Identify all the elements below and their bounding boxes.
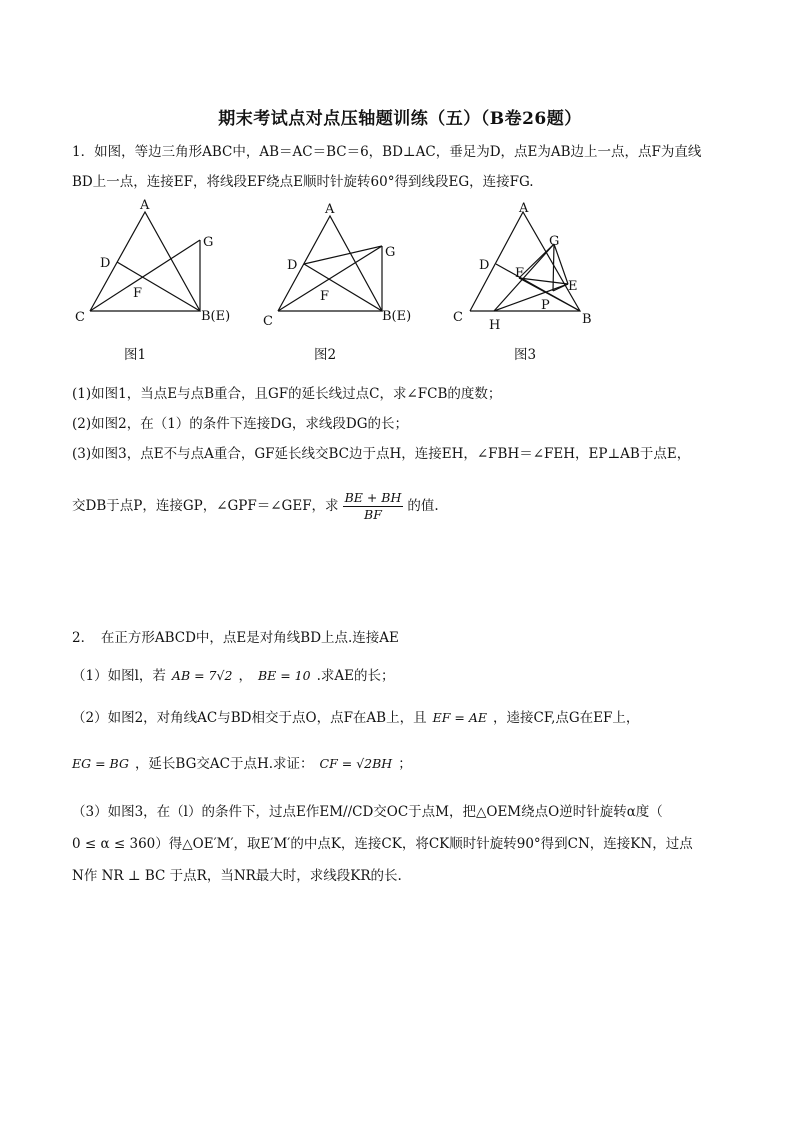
fig3-label-f: F (515, 266, 525, 281)
fig2-label-d: D (287, 258, 298, 273)
fig3-label-d: D (479, 258, 490, 273)
q2-part3-line2: 0 ≤ α ≤ 360）得△OE′M′，取E′M′的中点K，连接CK，将CK顺时针旋转90°得到CN，连接KN，过点 (72, 836, 693, 852)
q2-part1-post: .求AE的长； (316, 668, 395, 684)
q2-part2-post: ，逵接CF,点G在EF上， (492, 710, 640, 726)
q2-part2-pre: （2）如图2，对角线AC与BD相交于点O，点F在AB上，且 (72, 710, 427, 726)
fig1-label-be: B(E) (201, 309, 231, 324)
q1-fraction (343, 490, 404, 523)
fig2-label-a: A (325, 202, 335, 217)
q2-part3-line3: N作 NR ⊥ BC 于点R，当NR最大时，求线段KR的长. (72, 868, 402, 884)
fig3-label-c: C (453, 310, 463, 325)
fig1-label-c: C (75, 310, 85, 325)
fig2-label-f: F (320, 289, 330, 304)
q2-cf-expr: CF = √2BH (319, 756, 393, 771)
q1-part3b-pre: 交DB于点P，连接GP，∠GPF＝∠GEF，求 (72, 498, 339, 514)
page-title: 期末考试点对点压轴题训练（五）（B卷26题） (218, 109, 582, 129)
fig1-label-g: G (203, 235, 214, 250)
q1-part3b (72, 486, 439, 526)
q2-part2 (72, 708, 639, 728)
q1-part1: (1)如图1，当点E与点B重合，且GF的延长线过点C，求∠FCB的度数； (72, 386, 502, 402)
fig3-label-b: B (582, 312, 592, 327)
q1-part3b-post: 的值. (407, 498, 439, 514)
q2-part1-pre: （1）如图l，若 (72, 668, 166, 684)
q2-part3-line1: （3）如图3，在（l）的条件下，过点E作EM//CD交OC于点M，把△OEM绕点O逆时针旋转α度（ (72, 804, 663, 820)
fig1-caption: 图1 (124, 347, 147, 363)
q1-part2: (2)如图2，在（1）的条件下连接DG，求线段DG的长； (72, 416, 409, 432)
fig2-label-g: G (385, 245, 396, 260)
q2-ab-expr: AB = 7√2 (171, 668, 233, 683)
q2-ef-expr: EF = AE (432, 710, 487, 725)
q1-line1: 1．如图，等边三角形ABC中，AB＝AC＝BC＝6，BD⊥AC，垂足为D，点E为AB边上一点，点F为直线 (72, 144, 702, 160)
q1-line2: BD上一点，连接EF，将线段EF绕点E顺时针旋转60°得到线段EG，连接FG. (72, 174, 534, 190)
fig3-label-a: A (519, 201, 529, 216)
fig2-caption: 图2 (314, 347, 337, 363)
fig1-label-d: D (100, 256, 111, 271)
q2-line1: 2． 在正方形ABCD中，点E是对角线BD上点.连接AE (72, 630, 399, 646)
q2-part1-sep: ， (238, 668, 252, 684)
q2-eg-expr: EG = BG (72, 756, 129, 771)
fig3-label-g: G (549, 234, 560, 249)
fig2-label-c: C (263, 314, 273, 329)
fraction-denominator: BF (364, 507, 382, 522)
q2-part2b-mid: ，延长BG交AC于点H.求证： (134, 756, 314, 772)
q2-part1 (72, 666, 394, 686)
q2-be-expr: BE = 10 (257, 668, 311, 683)
fig3-label-p: P (541, 298, 550, 313)
q2-part2b (72, 754, 412, 774)
fig1-label-f: F (133, 286, 143, 301)
fig3-label-h: H (489, 318, 501, 333)
fig2-label-be: B(E) (382, 309, 412, 324)
q1-figures (60, 198, 620, 368)
q2-part2b-post: ； (398, 756, 412, 772)
fraction-numerator: BE + BH (344, 490, 402, 505)
fig1-label-a: A (140, 198, 150, 213)
fig3-label-e: E (568, 279, 578, 294)
q1-part3a: (3)如图3，点E不与点A重合，GF延长线交BC边于点H，连接EH，∠FBH＝∠FEH，EP⊥AB于点E， (72, 446, 691, 462)
fig3-caption: 图3 (514, 347, 537, 363)
